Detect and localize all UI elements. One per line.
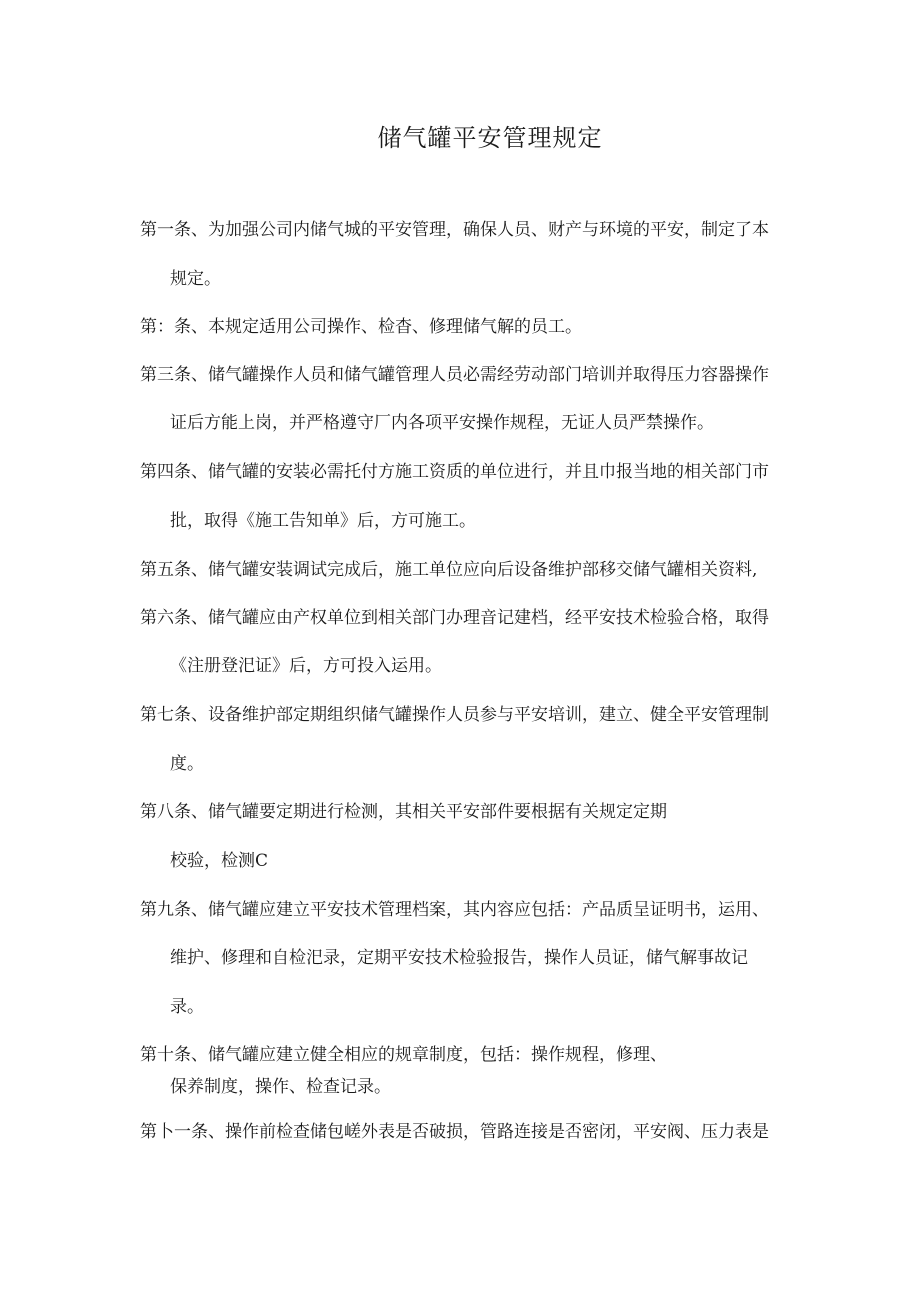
article-9-line-3: 录。 <box>170 997 204 1017</box>
article-10-line-2: 保养制度，操作、检查记录。 <box>170 1077 391 1097</box>
article-5-line-1: 第五条、储气罐安装调试完成后，施工单位应向后设备维护部移交储气罐相关资料, <box>140 560 758 580</box>
article-3-line-2: 证后方能上岗，并严格遵守厂内各项平安操作规程，无证人员严禁操作。 <box>170 413 714 433</box>
article-6-line-2: 《注册登汜证》后，方可投入运用。 <box>170 656 442 676</box>
article-8-line-2: 校验，检测C <box>170 851 269 871</box>
article-4-line-2: 批，取得《施工告知单》后，方可施工。 <box>170 511 476 531</box>
article-7-line-2: 度。 <box>170 754 204 774</box>
article-9-line-1: 第九条、储气罐应建立平安技术管理档案，其内容应包括：产品质呈证明书，运用、 <box>140 900 769 920</box>
article-8-line-1: 第八条、储气罐要定期进行检测，其相关平安部件要根据有关规定定期 <box>140 802 667 822</box>
article-1-line-1: 第一条、为加强公司内储气城的平安管理，确保人员、财产与环境的平安，制定了本 <box>140 220 769 240</box>
article-10-line-1: 第十条、储气罐应建立健全相应的规章制度，包括：操作规程，修理、 <box>140 1045 667 1065</box>
article-3-line-1: 第三条、储气罐操作人员和储气罐管理人员必需经劳动部门培训并取得压力容器操作 <box>140 365 769 385</box>
article-6-line-1: 第六条、储气罐应由产权单位到相关部门办理音记建档，经平安技术检验合格，取得 <box>140 608 769 628</box>
article-7-line-1: 第七条、设备维护部定期组织储气罐操作人员参与平安培训，建立、健全平安管理制 <box>140 705 769 725</box>
document-title: 储气罐平安管理规定 <box>377 124 603 152</box>
article-11-line-1: 第卜一条、操作前检查储包嵯外表是否破损，管路连接是否密闭，平安阀、压力表是 <box>140 1122 769 1142</box>
article-9-line-2: 维护、修理和自检汜录，定期平安技术检验报告，操作人员证，储气解事故记 <box>170 948 748 968</box>
article-1-line-2: 规定。 <box>170 269 221 289</box>
article-2-line-1: 第：条、本规定适用公司操作、检杳、修理储气解的员工。 <box>140 317 582 337</box>
article-4-line-1: 第四条、储气罐的安装必需托付方施工资质的单位进行，并且巾报当地的相关部门市 <box>140 462 769 482</box>
